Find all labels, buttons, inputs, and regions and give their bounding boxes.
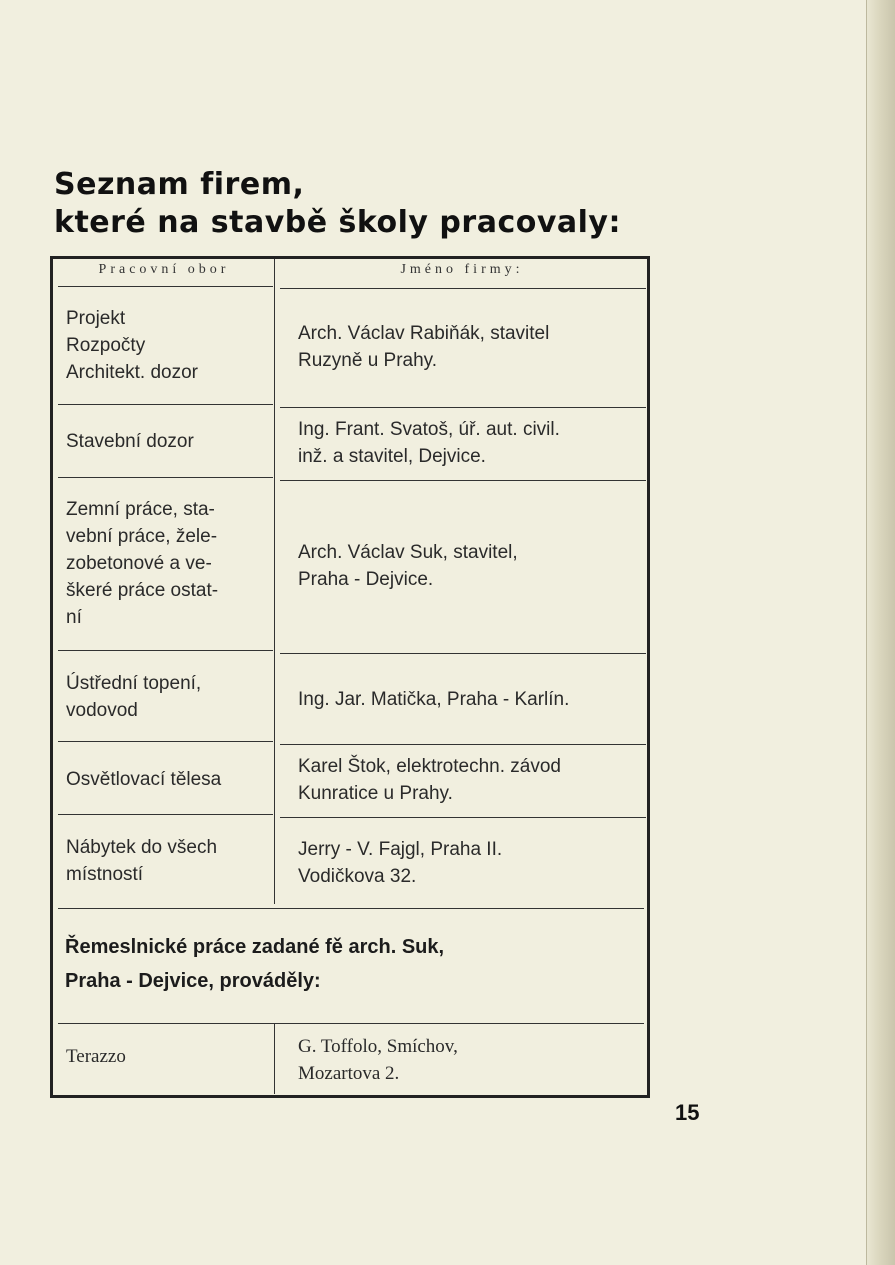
table-row-firm: Ing. Frant. Svatoš, úř. aut. civil. inž. a stavitel, Dejvice.	[298, 419, 560, 467]
table-row-firm: Jerry - V. Fajgl, Praha II. Vodičkova 32.	[298, 839, 503, 887]
row-divider	[58, 908, 644, 909]
row-divider	[58, 404, 273, 405]
row-divider	[280, 817, 646, 818]
table-row-field: Stavební dozor	[66, 431, 194, 452]
title-line-2: které na stavbě školy pracovaly:	[54, 205, 621, 240]
row-divider	[58, 650, 273, 651]
row-divider	[280, 480, 646, 481]
table-row-field: Terazzo	[66, 1046, 126, 1067]
row-divider	[280, 744, 646, 745]
craft-works-note: Řemeslnické práce zadané fě arch. Suk, Praha - Dejvice, prováděly:	[65, 936, 445, 992]
table-row-field: Osvětlovací tělesa	[66, 769, 222, 790]
table-row-firm: Arch. Václav Suk, stavitel, Praha - Dejvice.	[298, 542, 518, 590]
column-divider-last	[274, 1024, 275, 1094]
row-divider	[58, 477, 273, 478]
row-divider	[280, 407, 646, 408]
row-divider	[58, 814, 273, 815]
table-row-firm: Karel Štok, elektrotechn. závod Kunratice u Prahy.	[298, 756, 561, 804]
row-divider	[58, 741, 273, 742]
column-divider	[274, 259, 275, 904]
col-header-firm: Jméno firmy:	[400, 262, 524, 277]
table-row-firm: Arch. Václav Rabiňák, stavitel Ruzyně u Prahy.	[298, 323, 550, 371]
table-row-field: Ústřední topení, vodovod	[66, 673, 202, 721]
page-number: 15	[675, 1100, 700, 1125]
table-row-field: Zemní práce, sta- vební práce, žele- zobetonové a ve- škeré práce ostat- ní	[66, 499, 219, 628]
row-divider	[58, 286, 273, 287]
page-title	[54, 166, 654, 242]
title-line-1: Seznam firem,	[54, 167, 305, 202]
row-divider	[280, 288, 646, 289]
page-edge	[866, 0, 895, 1265]
table-row-firm: G. Toffolo, Smíchov, Mozartova 2.	[298, 1036, 458, 1084]
table-row-firm: Ing. Jar. Matička, Praha - Karlín.	[298, 689, 570, 710]
table-row-field: Projekt Rozpočty Architekt. dozor	[66, 308, 198, 383]
col-header-field: Pracovní obor	[98, 262, 230, 277]
row-divider	[58, 1023, 644, 1024]
row-divider	[280, 653, 646, 654]
table-row-field: Nábytek do všech místností	[66, 837, 218, 885]
